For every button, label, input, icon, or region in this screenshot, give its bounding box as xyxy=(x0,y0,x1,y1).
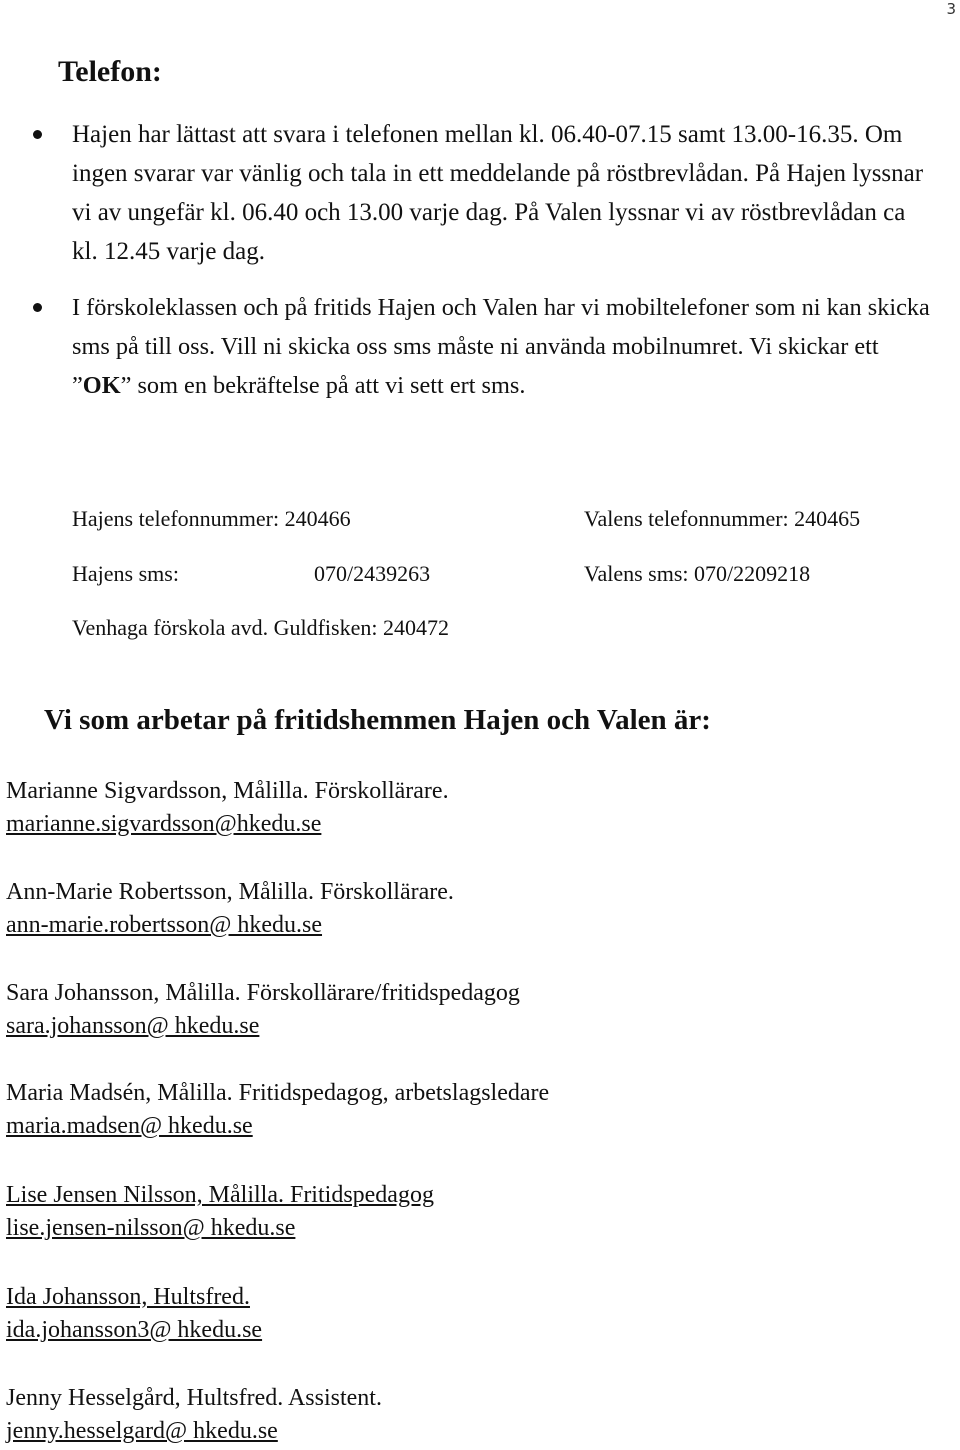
staff-heading: Vi som arbetar på fritidshemmen Hajen och Valen är: xyxy=(44,704,711,736)
sms-row xyxy=(72,561,811,587)
hajen-phone: Hajens telefonnummer: 240466 xyxy=(72,506,351,531)
venhaga-row xyxy=(72,615,449,641)
staff-name: Marianne Sigvardsson, Målilla. Förskollärare. xyxy=(6,778,449,804)
staff-email-link[interactable]: ida.johansson3@ hkedu.se xyxy=(6,1317,263,1343)
staff-entry xyxy=(6,977,520,1043)
phone-row xyxy=(72,506,861,532)
page-number: 3 xyxy=(946,0,956,18)
staff-entry xyxy=(6,775,449,841)
staff-email-link[interactable]: ann-marie.robertsson@ hkedu.se xyxy=(6,912,323,938)
sms-info-text-before: I förskoleklassen och på fritids Hajen och Valen har vi mobiltelefoner som ni kan skicka sms på till oss. Vill ni skicka oss sms måste ni använda mobilnumret. Vi skickar ett ” xyxy=(72,294,930,399)
staff-name: Lise Jensen Nilsson, Målilla. Fritidspedagog xyxy=(6,1182,434,1208)
sms-info-bullet xyxy=(0,288,932,405)
valen-phone: Valens telefonnummer: 240465 xyxy=(584,506,861,531)
hajen-sms-number: 070/2439263 xyxy=(314,561,431,586)
valen-sms: Valens sms: 070/2209218 xyxy=(584,561,811,586)
staff-entry xyxy=(6,1382,382,1448)
staff-email-link[interactable]: sara.johansson@ hkedu.se xyxy=(6,1013,260,1039)
staff-entry xyxy=(6,1077,549,1143)
staff-name: Maria Madsén, Målilla. Fritidspedagog, arbetslagsledare xyxy=(6,1080,550,1106)
staff-entry xyxy=(6,1179,434,1245)
staff-name: Ida Johansson, Hultsfred. xyxy=(6,1284,250,1310)
staff-name: Sara Johansson, Målilla. Förskollärare/fritidspedagog xyxy=(6,980,520,1006)
page-title: Telefon: xyxy=(58,55,162,88)
staff-email-link[interactable]: marianne.sigvardsson@hkedu.se xyxy=(6,811,322,837)
sms-ok-word: OK xyxy=(82,372,121,399)
staff-entry xyxy=(6,876,454,942)
venhaga-phone: Venhaga förskola avd. Guldfisken: 240472 xyxy=(72,615,449,640)
staff-email-link[interactable]: maria.madsen@ hkedu.se xyxy=(6,1113,253,1139)
staff-name: Jenny Hesselgård, Hultsfred. Assistent. xyxy=(6,1385,382,1411)
info-bullet-list xyxy=(0,115,960,405)
staff-email-link[interactable]: jenny.hesselgard@ hkedu.se xyxy=(6,1418,278,1444)
staff-entry xyxy=(6,1281,262,1347)
hajen-sms-label: Hajens sms: xyxy=(72,561,179,586)
staff-name: Ann-Marie Robertsson, Målilla. Förskollärare. xyxy=(6,879,454,905)
sms-info-text-after: ” som en bekräftelse på att vi sett ert sms. xyxy=(120,372,526,399)
staff-email-link[interactable]: lise.jensen-nilsson@ hkedu.se xyxy=(6,1215,296,1241)
phone-hours-bullet: Hajen har lättast att svara i telefonen mellan kl. 06.40-07.15 samt 13.00-16.35. Om ingen svarar var vänlig och tala in ett meddelande på röstbrevlådan. På Hajen lyssnar vi av ungefär kl. 06.40 och 13.00 varje dag. På Valen lyssnar vi av röstbrevlådan ca kl. 12.45 varje dag. xyxy=(0,115,932,271)
